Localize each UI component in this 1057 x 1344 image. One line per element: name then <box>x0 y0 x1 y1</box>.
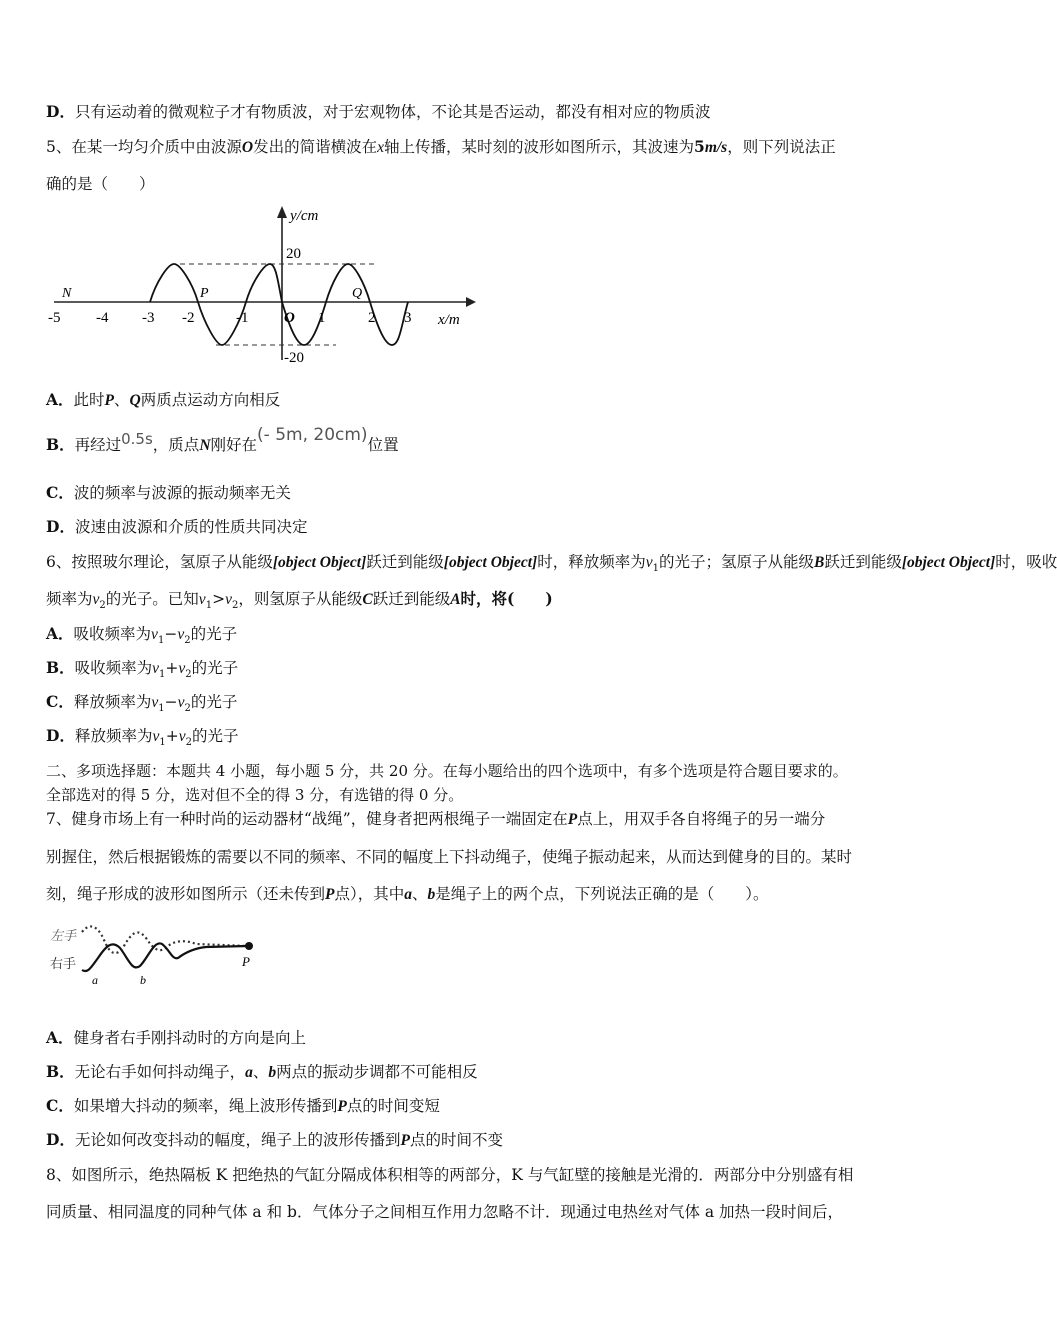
var-v: v <box>645 554 653 571</box>
option-text: 波的频率与波源的振动频率无关 <box>73 484 291 502</box>
var-B: [object Object] <box>443 554 538 571</box>
var-v: v <box>198 591 206 608</box>
var-C: C <box>362 591 373 608</box>
stem-text: 点上，用双手各自将绳子的另一端分 <box>577 810 826 828</box>
option-label: D． <box>46 1130 75 1149</box>
subscript: 1 <box>157 635 165 647</box>
y-axis-label: y/cm <box>290 208 319 224</box>
option-label: C． <box>46 483 74 502</box>
q5-option-b <box>46 425 399 461</box>
subscript: 2 <box>231 600 239 612</box>
subscript: 1 <box>652 563 659 575</box>
var-v: v <box>178 728 186 745</box>
q8-stem-line2: 同质量、相同温度的同种气体 a 和 b．气体分子之间相互作用力忽略不计．现通过电热丝对气体 a 加热一段时间后， <box>46 1203 844 1221</box>
stem-text: 跃迁到能级 <box>366 553 444 571</box>
section2-heading-line2: 全部选对的得 5 分，选对但不全的得 3 分，有选错的得 0 分。 <box>46 786 464 804</box>
q8-stem-line1 <box>46 1164 853 1186</box>
origin-label: O <box>284 310 295 326</box>
option-text: 两点的振动步调都不可能相反 <box>276 1063 478 1081</box>
stem-text: 的光子。已知 <box>105 590 199 608</box>
var-A: A <box>450 591 461 608</box>
compare-sign: > <box>212 590 226 608</box>
stem-text: 是绳子上的两个点，下列说法正确的是（ ）。 <box>435 885 769 903</box>
subscript: 2 <box>185 669 192 681</box>
option-label: D． <box>46 517 75 536</box>
var-v: v <box>225 591 232 608</box>
option-text: 的光子 <box>191 659 239 677</box>
subscript: 2 <box>185 737 192 749</box>
tick-label: 1 <box>318 310 326 326</box>
section2-heading-line1: 二、多项选择题：本题共 4 小题，每小题 5 分，共 20 分。在每小题给出的四个选项中，有多个选项是符合题目要求的。 <box>46 762 848 780</box>
point-a-label: a <box>92 973 98 987</box>
stem-text: 时，释放频率为 <box>537 553 646 571</box>
option-text: 位置 <box>367 436 399 454</box>
stem-text: 时，将( ) <box>460 589 553 608</box>
point-P-label: P <box>200 286 209 301</box>
q5-option-c <box>46 482 291 504</box>
subscript: 2 <box>99 600 106 612</box>
option-label: D． <box>46 102 75 121</box>
option-text: 释放频率为 <box>73 693 152 711</box>
tick-label: -1 <box>236 310 249 326</box>
point-N-label: N <box>62 286 72 301</box>
stem-text: 按照玻尔理论，氢原子从能级 <box>71 553 273 571</box>
q6-option-d <box>46 725 239 754</box>
q6-option-c <box>46 691 237 720</box>
stem-text: ，则下列说法正 <box>727 138 836 156</box>
option-text: ，质点 <box>152 436 200 454</box>
right-rope-solid <box>82 943 248 971</box>
var-v: v <box>177 626 185 643</box>
option-label: B． <box>46 658 75 677</box>
var-a: a <box>245 1064 253 1081</box>
var-P: P <box>337 1098 347 1115</box>
var-N: N <box>199 437 211 454</box>
q5-option-d <box>46 516 307 538</box>
option-text: 的光子 <box>190 625 238 643</box>
option-text: 的光子 <box>192 727 239 745</box>
question-number: 6、 <box>46 553 72 571</box>
q7-option-d <box>46 1129 503 1152</box>
var-v: v <box>177 694 185 711</box>
tick-label: -4 <box>96 310 109 326</box>
stem-text: 点），其中 <box>334 885 405 903</box>
stem-text: 在某一均匀介质中由波源 <box>71 138 242 156</box>
y-axis-arrow <box>277 206 287 218</box>
var-b: b <box>427 886 436 903</box>
speed-value: 5 <box>694 137 705 156</box>
var-v: v <box>152 660 160 677</box>
stem-text: 的光子；氢原子从能级 <box>658 553 814 571</box>
var-v: v <box>178 660 186 677</box>
stem-text: 如图所示，绝热隔板 K 把绝热的气缸分隔成体积相等的两部分，K 与气缸壁的接触是光滑的．两部分中分别盛有相 <box>71 1166 854 1184</box>
operator: − <box>164 625 178 643</box>
stem-text: 跃迁到能级 <box>372 590 451 608</box>
x-axis-arrow <box>466 297 476 307</box>
q5-stem-line1 <box>46 136 836 159</box>
option-label: A． <box>46 390 74 409</box>
var-P: P <box>567 811 578 828</box>
q6-option-b <box>46 657 238 686</box>
operator: + <box>165 727 179 745</box>
left-hand-label: 左手 <box>50 928 77 943</box>
option-text: 吸收频率为 <box>74 659 153 677</box>
stem-text: 频率为 <box>46 590 93 608</box>
q6-stem-line1 <box>46 551 1057 580</box>
option-text: 点的时间变短 <box>346 1097 440 1115</box>
var-v: v <box>151 626 158 643</box>
var-P: P <box>104 392 115 409</box>
var-A: [object Object] <box>272 554 367 571</box>
var-P: P <box>325 886 335 903</box>
position-expr: (- 5m, 20cm) <box>257 425 368 445</box>
var-C: [object Object] <box>901 554 996 571</box>
q7-stem-line1 <box>46 808 825 831</box>
option-label: B． <box>46 1062 75 1081</box>
option-text: 无论如何改变抖动的幅度，绳子上的波形传播到 <box>74 1131 401 1149</box>
option-text: 再经过 <box>74 436 122 454</box>
subscript: 2 <box>184 703 191 715</box>
option-text: 释放频率为 <box>74 727 153 745</box>
var-O: O <box>241 139 254 156</box>
option-label: B． <box>46 435 75 454</box>
tick-label: -3 <box>142 310 155 326</box>
stem-text: 轴上传播，某时刻的波形如图所示，其波速为 <box>384 138 695 156</box>
q4-option-d <box>46 101 710 123</box>
q6-option-a <box>46 623 237 652</box>
q7-option-b <box>46 1061 478 1084</box>
option-text: 如果增大抖动的频率，绳上波形传播到 <box>73 1097 338 1115</box>
tick-label: -2 <box>182 310 195 326</box>
q7-option-a <box>46 1027 306 1049</box>
stem-text: 刻，绳子形成的波形如图所示（还未传到 <box>46 885 326 903</box>
speed-unit: m/s <box>704 139 728 156</box>
var-a: a <box>404 886 412 903</box>
tick-label: 2 <box>368 310 376 326</box>
q7-rope-figure <box>46 918 266 990</box>
var-v: v <box>151 694 159 711</box>
point-P-label: P <box>242 954 250 969</box>
option-text: 的光子 <box>190 693 238 711</box>
operator: − <box>164 693 178 711</box>
x-axis-label: x/m <box>438 312 460 328</box>
option-label: C． <box>46 692 74 711</box>
separator: 、 <box>114 391 130 409</box>
operator: + <box>165 659 179 677</box>
option-label: A． <box>46 1028 74 1047</box>
q5-stem-line2: 确的是（ ） <box>46 175 155 193</box>
option-label: A． <box>46 624 74 643</box>
separator: 、 <box>412 885 428 903</box>
option-text: 吸收频率为 <box>73 625 152 643</box>
option-text: 刚好在 <box>210 436 258 454</box>
subscript: 2 <box>184 635 191 647</box>
q6-stem-line2 <box>46 588 553 617</box>
var-B: B <box>813 554 825 571</box>
question-number: 7、 <box>46 810 72 828</box>
q7-option-c <box>46 1095 440 1118</box>
option-text: 无论右手如何抖动绳子， <box>74 1063 246 1081</box>
var-v: v <box>152 728 160 745</box>
option-text: 波速由波源和介质的性质共同决定 <box>74 518 308 536</box>
option-text: 点的时间不变 <box>409 1131 503 1149</box>
left-rope-dotted <box>82 926 248 953</box>
subscript: 1 <box>158 703 165 715</box>
point-b-label: b <box>140 973 146 987</box>
subscript: 1 <box>205 600 213 612</box>
option-text: 健身者右手刚抖动时的方向是向上 <box>73 1029 307 1047</box>
stem-text: 发出的简谐横波在 <box>253 138 378 156</box>
tick-label: -5 <box>48 310 61 326</box>
option-text: 只有运动着的微观粒子才有物质波，对于宏观物体，不论其是否运动，都没有相对应的物质波 <box>74 103 711 121</box>
var-P: P <box>400 1132 410 1149</box>
var-Q: Q <box>129 392 141 409</box>
option-text: 此时 <box>73 391 105 409</box>
stem-text: 时，吸收 <box>995 553 1057 571</box>
var-v: v <box>92 591 100 608</box>
stem-text: ，则氢原子从能级 <box>238 590 363 608</box>
separator: 、 <box>252 1063 269 1081</box>
q5-wave-figure <box>46 200 476 372</box>
question-number: 8、 <box>46 1166 72 1184</box>
var-b: b <box>268 1064 277 1081</box>
q7-stem-line2: 别握住，然后根据锻炼的需要以不同的频率、不同的幅度上下抖动绳子，使绳子振动起来，从而达到健身的目的。某时 <box>46 848 853 866</box>
wave-curve <box>150 264 408 345</box>
right-hand-label: 右手 <box>50 956 77 971</box>
subscript: 1 <box>159 669 166 681</box>
option-label: D． <box>46 726 75 745</box>
anchor-point-P <box>245 942 253 950</box>
amp-pos-label: 20 <box>286 246 301 262</box>
option-label: C． <box>46 1096 74 1115</box>
question-number: 5、 <box>46 138 72 156</box>
option-text: 两质点运动方向相反 <box>140 391 281 409</box>
point-Q-label: Q <box>352 286 363 301</box>
var-x: x <box>377 139 384 156</box>
amp-neg-label: -20 <box>284 350 304 366</box>
time-expr: 0.5s <box>121 430 153 448</box>
stem-text: 健身市场上有一种时尚的运动器材“战绳”，健身者把两根绳子一端固定在 <box>71 810 568 828</box>
q5-option-a <box>46 389 280 412</box>
stem-text: 跃迁到能级 <box>824 553 902 571</box>
tick-label: 3 <box>404 310 412 326</box>
q7-stem-line3 <box>46 883 769 906</box>
subscript: 1 <box>159 737 166 749</box>
